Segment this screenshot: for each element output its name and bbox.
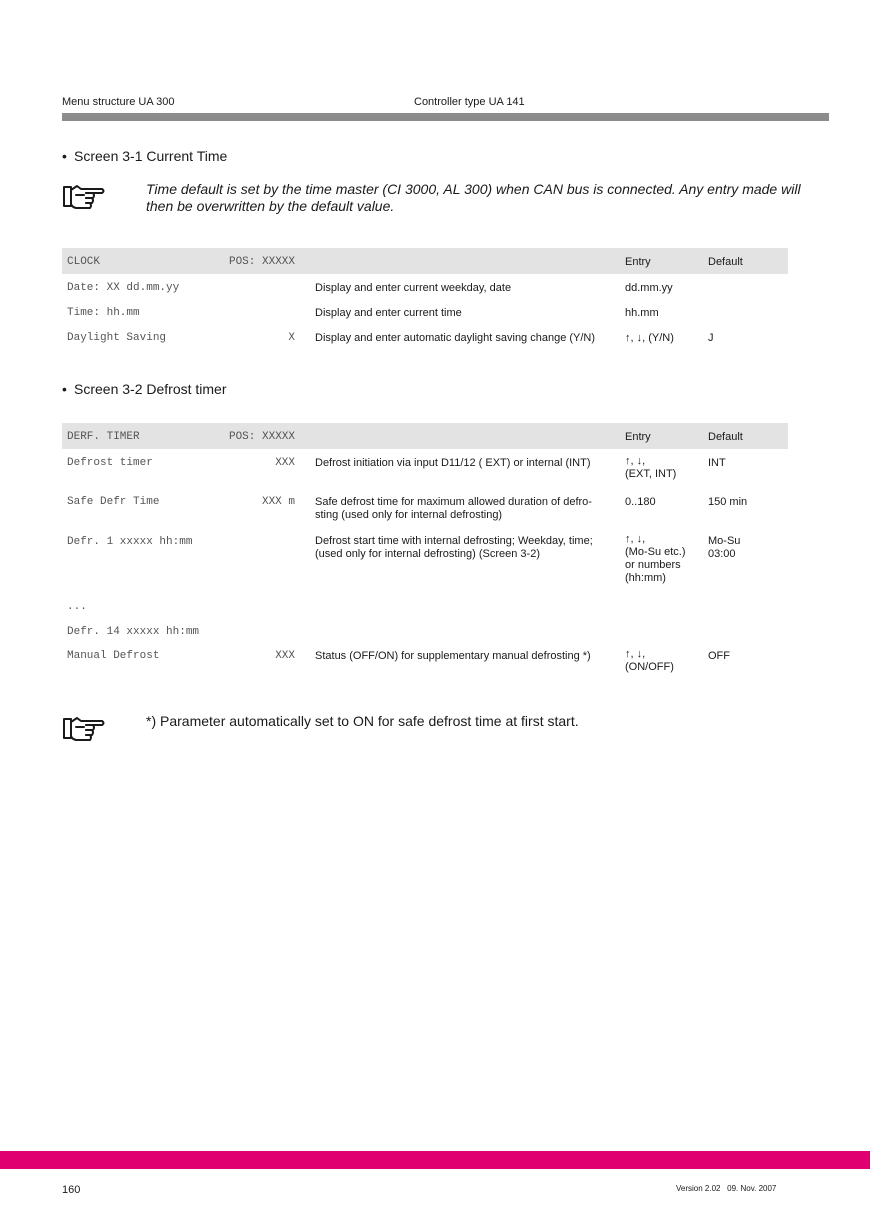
table-row-entry: ↑, ↓, (Y/N)	[625, 332, 674, 344]
table-row-param: Defrost timer	[67, 457, 153, 469]
table-row-desc: Display and enter automatic daylight saving change (Y/N)	[315, 332, 596, 344]
table-row-entry: 0..180	[625, 496, 656, 508]
table-row-default: 150 min	[708, 496, 748, 508]
section1-title: Screen 3-1 Current Time	[74, 148, 228, 164]
table-row-param: Daylight Saving	[67, 332, 167, 344]
section2-heading	[62, 381, 227, 397]
table-row-value: XXX m	[261, 496, 295, 508]
table-row-param: Safe Defr Time	[67, 496, 160, 508]
clock-header-param: CLOCK	[67, 256, 101, 268]
table-row-param: Defr. 1 xxxxx hh:mm	[67, 536, 193, 548]
footer-bar	[0, 1151, 870, 1169]
defrost-header-pos: POS: XXXXX	[228, 431, 295, 443]
table-row-desc: Defrost start time with internal defrosting; Weekday, time; (used only for internal defrosting) (Screen 3-2)	[315, 535, 593, 560]
defrost-header-param: DERF. TIMER	[67, 431, 140, 443]
table-row-default: INT	[708, 457, 726, 469]
pointing-hand-icon	[62, 713, 106, 743]
header-rule	[62, 113, 829, 121]
table-row-param: Time: hh.mm	[67, 307, 140, 319]
table-row-ellipsis: ...	[67, 601, 87, 613]
table-row-value: X	[288, 332, 295, 344]
header-center: Controller type UA 141	[414, 96, 525, 108]
table-row-default: OFF	[708, 650, 730, 662]
defrost-header-entry: Entry	[625, 431, 651, 443]
table-row-desc: Defrost initiation via input D11/12 ( EXT) or internal (INT)	[315, 457, 591, 469]
section1-note: Time default is set by the time master (CI 3000, AL 300) when CAN bus is connected. Any entry made will then be overwritten by the default value.	[146, 181, 801, 214]
table-row-param: Defr. 14 xxxxx hh:mm	[67, 626, 200, 638]
section2-title: Screen 3-2 Defrost timer	[74, 381, 227, 397]
section1-bullet: •	[62, 148, 67, 164]
clock-header-pos: POS: XXXXX	[228, 256, 295, 268]
table-row-desc: Display and enter current weekday, date	[315, 282, 512, 294]
version-label: Version 2.02 09. Nov. 2007	[676, 1184, 777, 1193]
clock-header-default: Default	[708, 256, 743, 268]
table-row-param: Date: XX dd.mm.yy	[67, 282, 180, 294]
table-row-entry: hh.mm	[625, 307, 659, 319]
section2-bullet: •	[62, 381, 67, 397]
page-number: 160	[62, 1184, 81, 1196]
clock-header-entry: Entry	[625, 256, 651, 268]
table-row-entry: ↑, ↓, (Mo-Su etc.) or numbers (hh:mm)	[625, 533, 686, 584]
table-row-default: Mo-Su 03:00	[708, 535, 741, 560]
table-row-desc: Display and enter current time	[315, 307, 462, 319]
table-row-desc: Safe defrost time for maximum allowed duration of defro- sting (used only for internal defrosting)	[315, 496, 592, 521]
pointing-hand-icon	[62, 181, 106, 211]
section2-note: *) Parameter automatically set to ON for safe defrost time at first start.	[146, 713, 579, 729]
table-row-param: Manual Defrost	[67, 650, 160, 662]
table-row-entry: ↑, ↓, (EXT, INT)	[625, 455, 677, 480]
section1-heading	[62, 148, 227, 164]
table-row-value: XXX	[275, 650, 295, 662]
defrost-header-default: Default	[708, 431, 743, 443]
table-row-default: J	[708, 332, 714, 344]
table-row-desc: Status (OFF/ON) for supplementary manual defrosting *)	[315, 650, 591, 662]
table-row-value: XXX	[275, 457, 295, 469]
table-row-entry: dd.mm.yy	[625, 282, 673, 294]
header-left: Menu structure UA 300	[62, 96, 175, 108]
table-row-entry: ↑, ↓, (ON/OFF)	[625, 648, 674, 673]
